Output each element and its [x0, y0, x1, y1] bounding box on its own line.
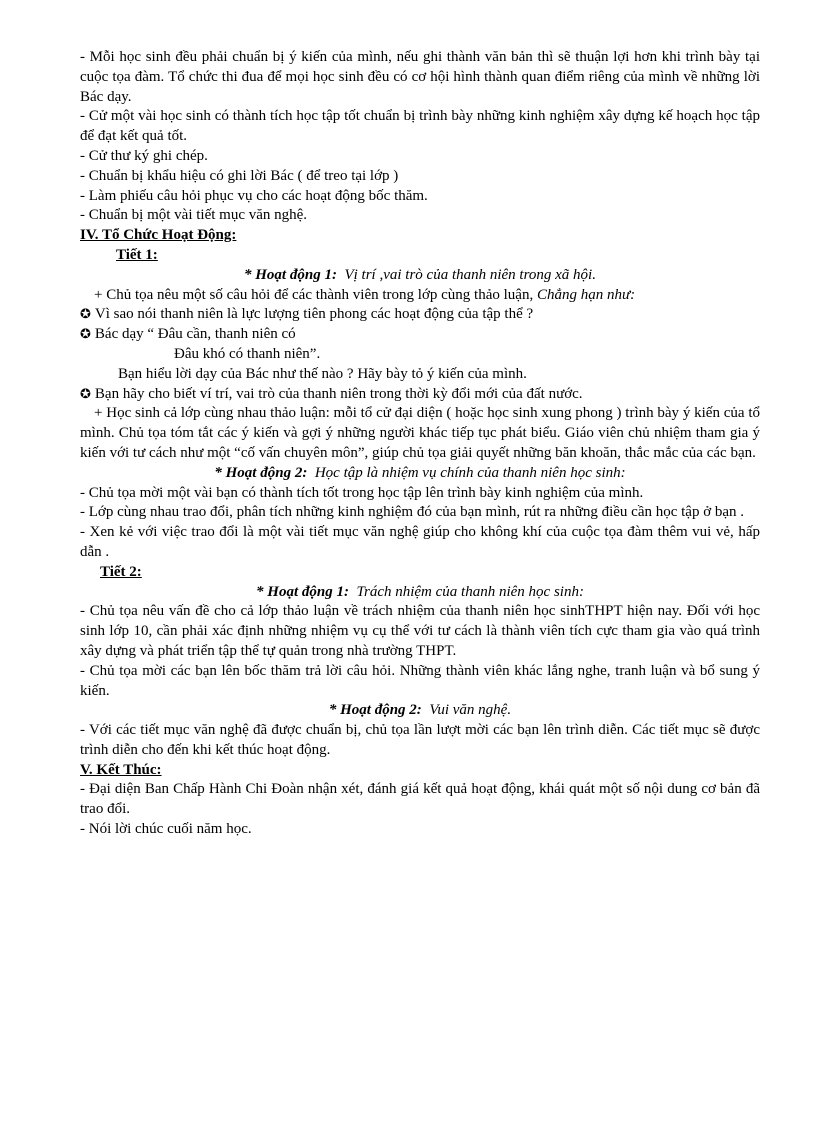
activity-2-item-3: - Xen kẻ với việc trao đổi là một vài tiết mục văn nghệ giúp cho không khí của cuộc tọa đàm thêm vui vẻ, hấp dẫn .	[80, 524, 760, 560]
section-4-heading: IV. Tổ Chức Hoạt Động:	[80, 227, 237, 244]
activity-3-title: Trách nhiệm của thanh niên học sinh:	[356, 583, 584, 600]
closing-item-1: - Đại diện Ban Chấp Hành Chi Đoàn nhận xét, đánh giá kết quả hoạt động, khái quát một số nội dung cơ bản đã trao đổi.	[80, 781, 760, 818]
period-1-heading: Tiết 1:	[116, 246, 158, 263]
activity-3-item-2: - Chủ tọa mời các bạn lên bốc thăm trả lời câu hỏi. Những thành viên khác lắng nghe, tranh luận và bổ sung ý kiến.	[80, 662, 760, 699]
activity-1-title: Vị trí ,vai trò của thanh niên trong xã hội.	[344, 266, 596, 283]
question-1-text: Vì sao nói thanh niên là lực lượng tiên phong các hoạt động của tập thể ?	[94, 306, 534, 323]
star-bullet-icon: ✪	[80, 327, 91, 343]
prep-item-opinions: - Mỗi học sinh đều phải chuẩn bị ý kiến của mình, nếu ghi thành văn bản thì sẽ thuận lợi hơn khi trình bày tại cuộc tọa đàm. Tổ chức thi đua để mọi học sinh đều có cơ hội hình thành quan điểm riêng của mình về những lời Bác dạy.	[80, 49, 760, 105]
question-3	[80, 385, 760, 405]
activity-4-label: * Hoạt động 2:	[328, 702, 422, 719]
activity-2-heading	[80, 464, 760, 484]
activity-2-label: * Hoạt động 2:	[214, 464, 308, 481]
activity-1-heading	[80, 266, 760, 286]
question-1	[80, 305, 760, 325]
period-2-heading: Tiết 2:	[100, 563, 142, 580]
activity-3-item-1: - Chủ tọa nêu vấn đề cho cả lớp thảo luận về trách nhiệm của thanh niên học sinhTHPT hiện nay. Đối với học sinh lớp 10, cần phải xác định những nhiệm vụ cụ thể với tư cách là thành viên tích cực tham gia vào quá trình xây dựng và phát triển tập thể tự quản trong nhà trường THPT.	[80, 603, 760, 659]
prep-item-slogan: - Chuẩn bị khẩu hiệu có ghi lời Bác ( để treo tại lớp )	[80, 167, 399, 184]
activity-4-heading	[80, 701, 760, 721]
activity-1-intro-emphasis: Chẳng hạn như:	[536, 286, 636, 303]
question-2	[80, 325, 760, 345]
activity-1-label: * Hoạt động 1:	[244, 266, 337, 283]
activity-2-item-1: - Chủ tọa mời một vài bạn có thành tích tốt trong học tập lên trình bày kinh nghiệm của mình.	[80, 484, 644, 501]
activity-4-title: Vui văn nghệ.	[429, 702, 512, 719]
prep-item-questions: - Làm phiếu câu hỏi phục vụ cho các hoạt động bốc thăm.	[80, 187, 428, 204]
activity-1-intro	[80, 286, 760, 306]
question-2-quote-line-1: Bác dạy “ Đâu cần, thanh niên có	[94, 326, 296, 343]
prep-item-performances: - Chuẩn bị một vài tiết mục văn nghệ.	[80, 207, 308, 224]
prep-item-experience: - Cử một vài học sinh có thành tích học tập tốt chuẩn bị trình bày những kinh nghiệm xây dựng kế hoạch học tập để đạt kết quả tốt.	[80, 108, 760, 145]
document-body	[80, 48, 760, 840]
activity-3-label: * Hoạt động 1:	[256, 583, 349, 600]
activity-2-item-2: - Lớp cùng nhau trao đổi, phân tích những kinh nghiệm đó của bạn mình, rút ra những điều cần học tập ở bạn .	[80, 504, 745, 521]
star-bullet-icon: ✪	[80, 386, 91, 402]
prep-item-secretary: - Cử thư ký ghi chép.	[80, 147, 208, 164]
section-5-heading: V. Kết Thúc:	[80, 761, 162, 778]
closing-item-2: - Nói lời chúc cuối năm học.	[80, 821, 252, 838]
activity-2-title: Học tập là nhiệm vụ chính của thanh niên học sinh:	[314, 464, 626, 481]
discussion-paragraph	[80, 404, 760, 463]
activity-3-heading	[80, 583, 760, 603]
question-3-text: Bạn hãy cho biết ví trí, vai trò của thanh niên trong thời kỳ đổi mới của đất nước.	[94, 385, 583, 402]
activity-1-intro-text: + Chủ tọa nêu một số câu hỏi để các thành viên trong lớp cùng thảo luận,	[94, 286, 534, 303]
star-bullet-icon: ✪	[80, 307, 91, 323]
question-2-prompt: Bạn hiểu lời dạy của Bác như thế nào ? Hãy bày tỏ ý kiến của mình.	[118, 365, 527, 382]
discussion-text: + Học sinh cả lớp cùng nhau thảo luận: mỗi tổ cử đại diện ( hoặc học sinh xung phong ) trình bày ý kiến của tổ mình. Chủ tọa tóm tắt các ý kiến và gợi ý những người khác tiếp tục phát biểu. Giáo viên chủ nhiệm tham gia ý kiến với tư cách như một “cố vấn chuyên môn”, giúp chủ tọa giải quyết những băn khoăn, thắc mắc của các bạn.	[80, 405, 760, 461]
question-2-quote-line-2: Đâu khó có thanh niên”.	[174, 345, 321, 362]
activity-4-item-1: - Với các tiết mục văn nghệ đã được chuẩn bị, chủ tọa lần lượt mời các bạn lên trình diễn. Các tiết mục sẽ được trình diễn cho đến khi kết thúc hoạt động.	[80, 722, 760, 758]
